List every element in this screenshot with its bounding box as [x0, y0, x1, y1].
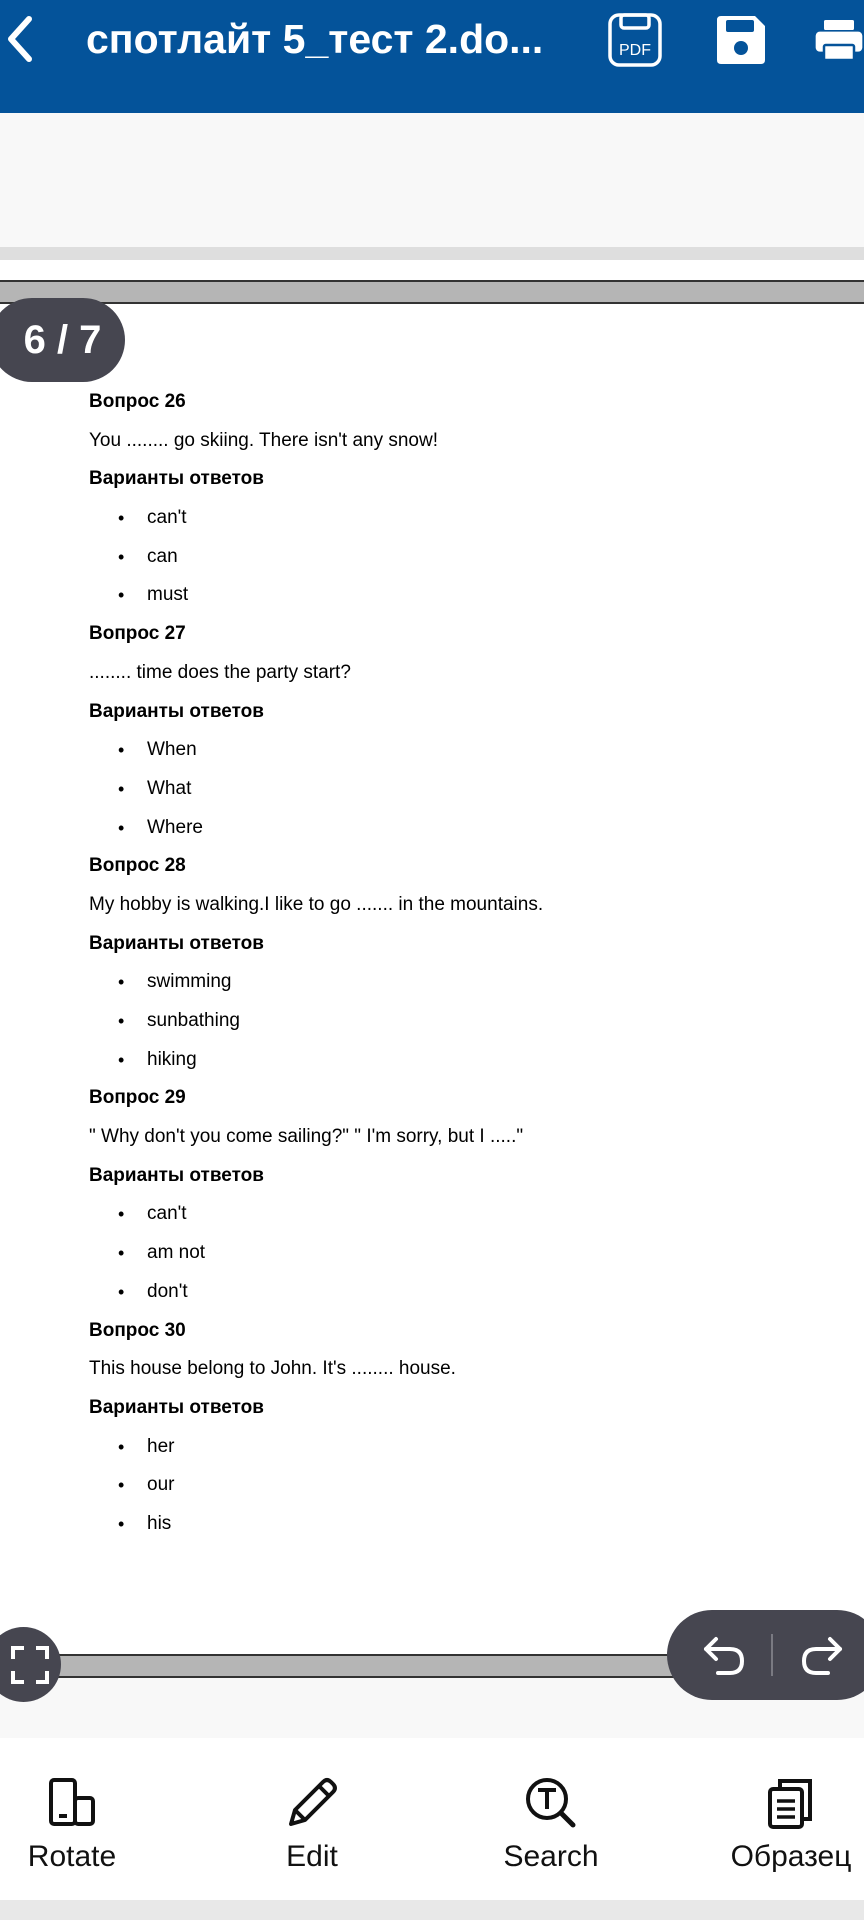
answer-option: hiking [147, 1048, 197, 1070]
answers-heading: Варианты ответов [89, 700, 264, 722]
system-nav-strip [0, 1900, 864, 1920]
answers-heading: Варианты ответов [89, 932, 264, 954]
search-text-icon [523, 1772, 579, 1834]
sample-button[interactable] [691, 1738, 864, 1900]
answer-option: sunbathing [147, 1010, 240, 1031]
answer-option: don't [147, 1280, 188, 1302]
edit-button[interactable] [212, 1738, 412, 1900]
rotate-button[interactable] [0, 1738, 172, 1900]
list-item [89, 1234, 829, 1273]
bullet: • [118, 740, 125, 761]
bullet: • [118, 1049, 125, 1070]
bullet: • [118, 1475, 125, 1496]
pdf-icon-text: PDF [619, 42, 651, 59]
redo-button[interactable] [777, 1610, 864, 1700]
sample-label: Образец [730, 1840, 852, 1873]
list-item [89, 499, 829, 538]
fullscreen-icon [10, 1645, 50, 1685]
bottom-toolbar [0, 1738, 864, 1900]
answer-option: his [147, 1512, 172, 1534]
list-item [89, 1428, 829, 1467]
bullet: • [118, 1243, 125, 1264]
floppy-disk-icon [713, 12, 769, 68]
question-text: " Why don't you come sailing?" " I'm sorry, but I ....." [89, 1126, 524, 1148]
bullet: • [118, 1204, 125, 1225]
list-item [89, 1273, 829, 1312]
answer-option: her [147, 1435, 175, 1457]
save-as-pdf-button[interactable] [604, 10, 666, 70]
bullet: • [118, 546, 125, 567]
list-item [89, 538, 829, 577]
answer-option: What [147, 777, 192, 799]
pdf-save-icon [606, 11, 664, 69]
answer-option: Where [147, 816, 203, 838]
question-heading: Вопрос 27 [89, 623, 186, 645]
list-item [89, 809, 829, 848]
answer-option: When [147, 739, 197, 761]
question-heading: Вопрос 28 [89, 855, 186, 877]
list-item [89, 576, 829, 615]
answer-option: can't [147, 1203, 187, 1225]
redo-icon [798, 1633, 846, 1677]
list-item [89, 1505, 829, 1544]
bullet: • [118, 1281, 125, 1302]
document-title: спотлайт 5_тест 2.do... [86, 16, 544, 62]
question-heading: Вопрос 29 [89, 1087, 186, 1109]
undo-icon [700, 1633, 748, 1677]
bullet: • [118, 817, 125, 838]
bullet: • [118, 1011, 125, 1031]
back-button[interactable] [0, 12, 40, 66]
printer-icon [814, 12, 864, 68]
pencil-icon [283, 1772, 341, 1834]
chevron-left-icon [5, 15, 35, 63]
bullet: • [118, 972, 125, 993]
page-separator [0, 280, 864, 304]
question-text: You ........ go skiing. There isn't any snow! [89, 429, 438, 451]
question-heading: Вопрос 26 [89, 391, 186, 412]
bullet: • [118, 778, 125, 799]
question-heading: Вопрос 30 [89, 1319, 186, 1341]
bullet: • [118, 585, 125, 606]
bullet: • [118, 1436, 125, 1457]
question-text: ........ time does the party start? [89, 661, 351, 683]
documents-copy-icon [764, 1772, 818, 1834]
page-gap [0, 260, 864, 280]
answer-option: our [147, 1474, 175, 1496]
undo-button[interactable] [679, 1610, 769, 1700]
answer-option: swimming [147, 971, 232, 993]
answers-heading: Варианты ответов [89, 1164, 264, 1186]
list-item [89, 963, 829, 1002]
answers-heading: Варианты ответов [89, 1396, 264, 1418]
save-button[interactable] [710, 10, 772, 70]
answer-option: must [147, 584, 189, 606]
bullet: • [118, 1513, 125, 1534]
answer-option: can't [147, 507, 187, 529]
top-app-bar [0, 0, 864, 113]
list-item [89, 770, 829, 809]
answer-option: can [147, 545, 178, 567]
list-item [89, 731, 829, 770]
answers-heading: Варианты ответов [89, 468, 264, 490]
page-indicator: 6 / 7 [0, 298, 125, 382]
rotate-label: Rotate [27, 1840, 117, 1873]
search-button[interactable] [451, 1738, 651, 1900]
print-button[interactable] [814, 10, 864, 70]
undo-redo-controls [667, 1610, 864, 1700]
divider [0, 247, 864, 260]
page-content [89, 383, 829, 1544]
question-text: This house belong to John. It's ........ house. [89, 1358, 456, 1380]
search-label: Search [503, 1840, 599, 1873]
list-item [89, 1466, 829, 1505]
divider [771, 1634, 773, 1676]
question-text: My hobby is walking.I like to go ....... in the mountains. [89, 893, 544, 915]
bullet: • [118, 508, 125, 529]
list-item [89, 1195, 829, 1234]
toolbar-spacer [0, 113, 864, 247]
list-item [89, 1002, 829, 1041]
list-item [89, 1041, 829, 1080]
edit-label: Edit [286, 1840, 338, 1873]
rotate-icon [45, 1772, 99, 1834]
answer-option: am not [147, 1242, 206, 1264]
